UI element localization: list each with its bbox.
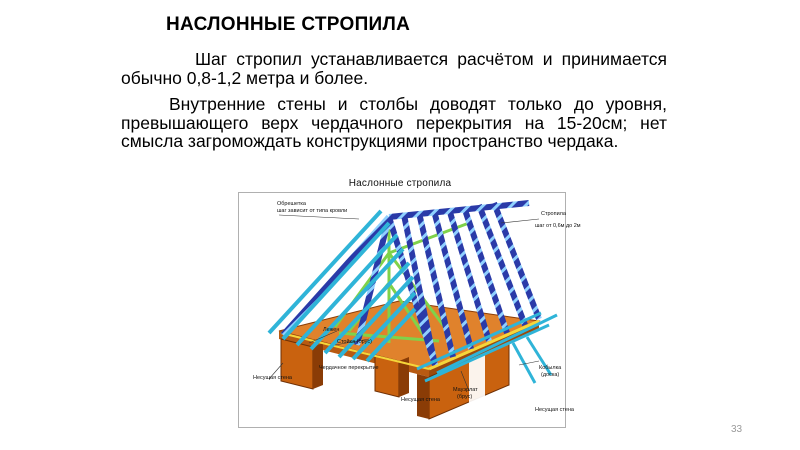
label-obreshetka-note: шаг зависит от типа кровли [277, 208, 348, 214]
bearing-wall-left [281, 339, 323, 389]
label-mauerlat-note: (брус) [457, 394, 473, 400]
page-number: 33 [731, 424, 743, 435]
label-wall-bottom: Несущая стена [401, 397, 440, 403]
label-stropila: Стропила [541, 211, 566, 217]
label-obreshetka: Обрешетка [277, 201, 306, 207]
label-wall-right: Несущая стена [535, 407, 574, 413]
roof-illustration [239, 193, 581, 427]
diagram-caption: Наслонные стропила [348, 178, 452, 189]
label-stropila-note: шаг от 0,6м до 2м [535, 223, 581, 229]
label-wall-left: Несущая стена [253, 375, 292, 381]
slide-title: НАСЛОННЫЕ СТРОПИЛА [166, 14, 411, 35]
label-lezhen: Лежен [323, 327, 340, 333]
rafter-diagram [238, 192, 581, 428]
label-stoyka: Стойка (брус) [337, 339, 372, 345]
label-kobylka-note: (доска) [541, 372, 560, 378]
label-attic-floor: Чердачное перекрытие [319, 365, 379, 371]
label-mauerlat: Мауэрлат [453, 387, 478, 393]
paragraph-rafter-step: Шаг стропил устанавливается расчётом и принимается обычно 0,8-1,2 метра и более. [121, 49, 667, 88]
label-kobylka: Кобылка [539, 365, 562, 371]
paragraph-inner-walls: Внутренние стены и столбы доводят только до уровня, превышающего верх чердачного перекрытия на 15-20см; нет смысла загромождать конструкциями пространство чердака. [121, 94, 667, 151]
bearing-wall-middle [375, 355, 409, 397]
